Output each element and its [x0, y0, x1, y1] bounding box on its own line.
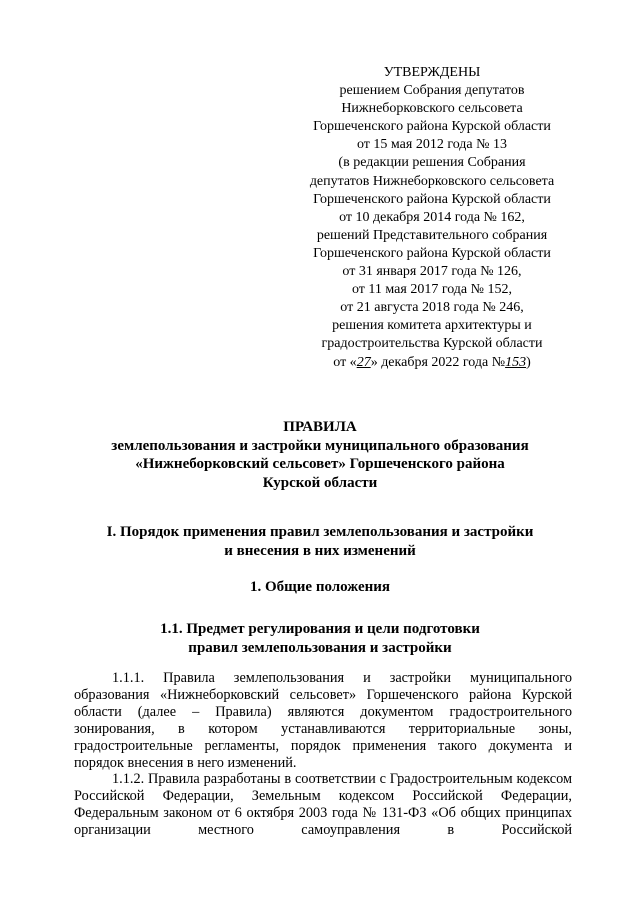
chapter-title: 1. Общие положения — [249, 579, 391, 595]
approval-date-line — [298, 354, 566, 372]
approval-line: Нижнеборковского сельсовета — [341, 101, 523, 117]
paragraph: 1.1.2. Правила разработаны в соответствии с Градостроительным кодексом Российской Федерации, Земельным кодексом Российской Федерации, Федеральным законом от 6 октября 2003 года № 131-ФЗ «Об общих принципах организации местного самоуправления в Российской — [74, 771, 572, 839]
subsection-line: 1.1. Предмет регулирования и цели подготовки — [160, 621, 480, 637]
approval-line: УТВЕРЖДЕНЫ — [383, 65, 481, 80]
approval-line: Горшеченского района Курской области — [313, 119, 551, 135]
approval-line: от 10 декабря 2014 года № 162, — [339, 209, 525, 225]
approval-line: от 21 августа 2018 года № 246, — [340, 300, 524, 316]
approval-line: от 31 января 2017 года № 126, — [342, 264, 522, 280]
section-heading — [60, 523, 580, 560]
approval-line: от 15 мая 2012 года № 13 — [356, 137, 508, 153]
approval-line: решением Собрания депутатов — [339, 83, 525, 99]
paragraph: 1.1.1. Правила землепользования и застройки муниципального образования «Нижнеборковский сельсовет» Горшеченского района Курской области (далее – Правила) являются документом градостроительного зонирования, в котором устанавливаются территориальные зоны, градостроительные регламенты, порядок применения такого документа и порядок внесения в него изменений. — [74, 670, 572, 771]
body-text — [74, 670, 572, 839]
approval-stamp — [298, 64, 566, 372]
title-heading: ПРАВИЛА — [283, 419, 357, 435]
approval-line: депутатов Нижнеборковского сельсовета — [309, 173, 555, 189]
section-line: I. Порядок применения правил землепользования и застройки — [106, 524, 534, 540]
title-line: «Нижнеборковский сельсовет» Горшеченского района — [135, 456, 505, 472]
date-middle: » декабря 2022 года № — [370, 354, 506, 370]
chapter-heading — [60, 578, 580, 597]
handwritten-number: 153 — [505, 354, 527, 370]
document-title — [60, 418, 580, 492]
approval-line: (в редакции решения Собрания — [338, 155, 526, 171]
date-suffix: ) — [526, 354, 531, 370]
section-line: и внесения в них изменений — [224, 542, 416, 559]
approval-line: решения комитета архитектуры и — [332, 318, 532, 334]
approval-line: решений Представительного собрания — [316, 227, 548, 243]
approval-line: градостроительства Курской области — [321, 336, 543, 352]
date-prefix: от « — [333, 354, 357, 370]
title-line: землепользования и застройки муниципального образования — [111, 437, 529, 454]
approval-line: от 11 мая 2017 года № 152, — [351, 282, 512, 298]
approval-line: Горшеченского района Курской области — [313, 191, 551, 207]
approval-line: Горшеченского района Курской области — [313, 245, 551, 261]
subsection-heading — [60, 620, 580, 657]
title-line: Курской области — [262, 474, 378, 491]
subsection-line: правил землепользования и застройки — [188, 639, 452, 656]
handwritten-day: 27 — [356, 354, 371, 370]
